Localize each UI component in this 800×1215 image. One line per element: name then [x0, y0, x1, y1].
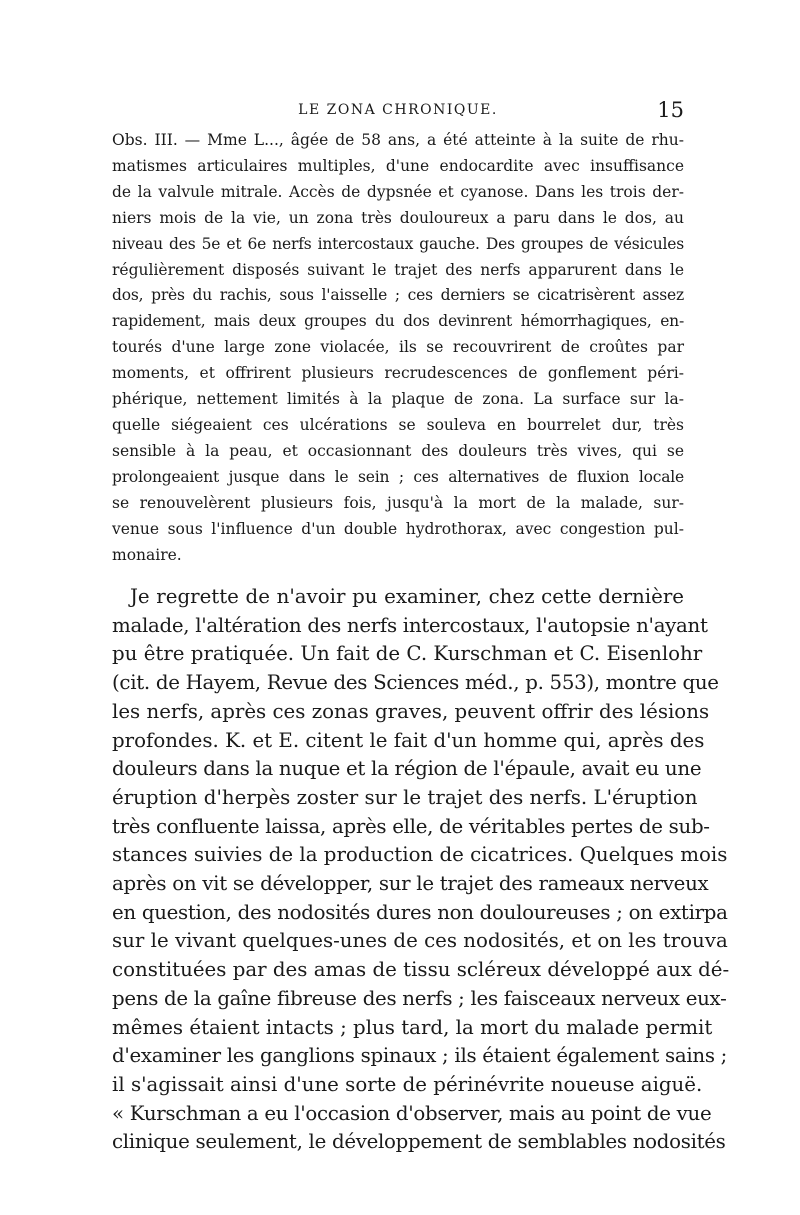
running-header — [112, 98, 684, 128]
body-line: après on vit se développer, sur le trajet des rameaux nerveux — [112, 872, 709, 896]
body-line: clinique seulement, le développement de semblables nodosités — [112, 1130, 726, 1154]
body-line: sur le vivant quelques-unes de ces nodosités, et on les trouva — [112, 929, 728, 953]
observation-line: régulièrement disposés suivant le trajet des nerfs apparurent dans le — [112, 260, 684, 279]
body-line: très confluente laissa, après elle, de véritables pertes de sub- — [112, 814, 710, 838]
observation-line: quelle siégeaient ces ulcérations se souleva en bourrelet dur, très — [112, 415, 684, 434]
observation-line: rapidement, mais deux groupes du dos devinrent hémorrhagiques, en- — [112, 312, 684, 331]
observation-line: sensible à la peau, et occasionnant des douleurs très vives, qui se — [112, 441, 684, 460]
observation-line: niveau des 5e et 6e nerfs intercostaux gauche. Des groupes de vésicules — [112, 234, 684, 253]
running-title: LE ZONA CHRONIQUE. — [298, 102, 498, 118]
observation-line: venue sous l'influence d'un double hydrothorax, avec congestion pul- — [112, 519, 684, 538]
observation-line: matismes articulaires multiples, d'une endocardite avec insuffisance — [112, 156, 684, 175]
body-line: profondes. K. et E. citent le fait d'un homme qui, après des — [112, 728, 705, 752]
observation-line: Obs. III. — Mme L..., âgée de 58 ans, a été atteinte à la suite de rhu- — [112, 131, 684, 149]
observation-line: tourés d'une large zone violacée, ils se recouvrirent de croûtes par — [112, 338, 684, 357]
body-line: douleurs dans la nuque et la région de l'épaule, avait eu une — [112, 757, 702, 781]
observation-line: prolongeaient jusque dans le sein ; ces alternatives de fluxion locale — [112, 467, 684, 486]
body-line: stances suivies de la production de cicatrices. Quelques mois — [112, 843, 728, 867]
body-line: il s'agissait ainsi d'une sorte de périnévrite noueuse aiguë. — [112, 1072, 703, 1096]
page-number: 15 — [657, 98, 684, 122]
body-line: constituées par des amas de tissu scléreux développé aux dé- — [112, 958, 730, 982]
body-line: Je regrette de n'avoir pu examiner, chez cette dernière — [130, 585, 684, 608]
body-line: pu être pratiquée. Un fait de C. Kurschman et C. Eisenlohr — [112, 642, 703, 666]
body-line: (cit. de Hayem, Revue des Sciences méd., p. 553), montre que — [112, 671, 719, 695]
observation-line: phérique, nettement limités à la plaque de zona. La surface sur la- — [112, 390, 684, 409]
observation-line: niers mois de la vie, un zona très douloureux a paru dans le dos, au — [112, 208, 684, 227]
body-line: éruption d'herpès zoster sur le trajet des nerfs. L'éruption — [112, 785, 698, 809]
body-line: les nerfs, après ces zonas graves, peuvent offrir des lésions — [112, 699, 710, 723]
body-line: d'examiner les ganglions spinaux ; ils étaient également sains ; — [112, 1044, 728, 1068]
body-line: pens de la gaîne fibreuse des nerfs ; les faisceaux nerveux eux- — [112, 986, 727, 1010]
main-paragraph — [112, 583, 730, 1157]
observation-line: moments, et offrirent plusieurs recrudescences de gonflement péri- — [112, 364, 684, 383]
observation-line: monaire. — [112, 545, 182, 564]
body-line: en question, des nodosités dures non douloureuses ; on extirpa — [112, 900, 728, 924]
body-line: mêmes étaient intacts ; plus tard, la mort du malade permit — [112, 1015, 713, 1039]
observation-line: dos, près du rachis, sous l'aisselle ; ces derniers se cicatrisèrent assez — [112, 286, 684, 305]
body-line: « Kurschman a eu l'occasion d'observer, mais au point de vue — [112, 1101, 712, 1125]
observation-paragraph — [112, 128, 684, 568]
observation-line: se renouvelèrent plusieurs fois, jusqu'à la mort de la malade, sur- — [112, 493, 684, 512]
body-line: malade, l'altération des nerfs intercostaux, l'autopsie n'ayant — [112, 613, 708, 637]
observation-line: de la valvule mitrale. Accès de dypsnée et cyanose. Dans les trois der- — [112, 182, 684, 201]
